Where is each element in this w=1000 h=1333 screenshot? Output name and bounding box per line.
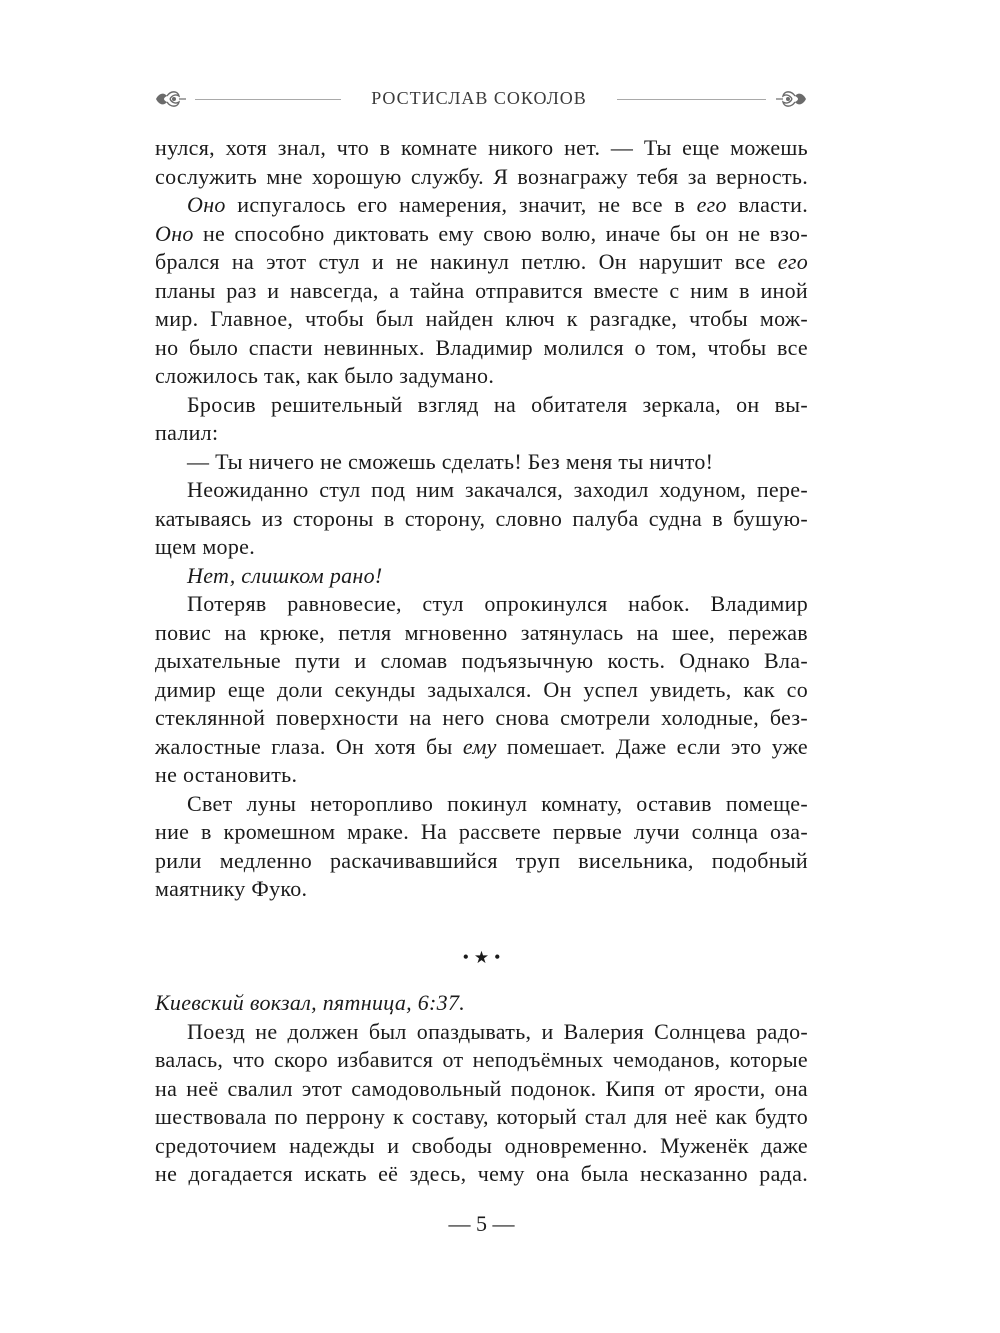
text-line: сослужить мне хорошую службу. Я вознагражу тебя за верность.	[155, 163, 808, 189]
text-segment: жалостные глаза. Он хотя бы	[155, 733, 463, 759]
page-number: — 5 —	[448, 1211, 515, 1236]
running-head: РОСТИСЛАВ СОКОЛОВ	[371, 88, 587, 108]
paragraph	[155, 790, 808, 904]
paragraph	[155, 134, 808, 191]
paragraph	[155, 191, 808, 391]
text-line: рили медленно раскачивавшийся труп висельника, подобный	[155, 847, 808, 873]
text-segment: брался на этот стул и не накинул петлю. Он нарушит все	[155, 249, 778, 274]
header-rule-right	[617, 99, 766, 100]
text-line: шествовала по перрону к составу, который стал для неё как будто	[155, 1104, 808, 1129]
section-break	[155, 943, 808, 971]
text-segment: испугалось его намерения, значит, не все в	[225, 192, 697, 217]
left-fleuron-icon	[154, 88, 188, 110]
italic-text: ему	[462, 733, 497, 759]
section-break-star-icon: ★	[473, 948, 490, 968]
text-line: на неё свалил этот самодовольный подонок. Кипя от ярости, она	[155, 1075, 808, 1101]
scene-text	[155, 989, 808, 1189]
scene-heading: Киевский вокзал, пятница, 6:37.	[155, 990, 466, 1015]
text-line: димир еще доли секунды задыхался. Он успел увидеть, как со	[155, 676, 808, 702]
text-line: валась, что скоро избавится от неподъёмных чемоданов, которые	[155, 1047, 808, 1072]
text-line: стеклянной поверхности на него снова смотрели холодные, без-	[155, 705, 808, 730]
paragraph	[155, 448, 808, 477]
text-line: средоточием надежды и свободы одновременно. Муженёк даже	[155, 1132, 808, 1158]
header-rule-left	[195, 99, 341, 100]
text-line	[155, 191, 808, 220]
text-line: — Ты ничего не сможешь сделать! Без меня ты ничто!	[187, 448, 714, 474]
text-line	[155, 220, 808, 249]
paragraph	[155, 391, 808, 448]
text-line: палил:	[155, 420, 219, 445]
text-line: мир. Главное, чтобы был найден ключ к разгадке, чтобы мож-	[155, 306, 808, 331]
italic-text: Оно	[187, 192, 226, 217]
paragraph	[155, 562, 808, 591]
italic-text: его	[777, 249, 808, 274]
paragraph	[155, 476, 808, 562]
text-line: планы раз и навсегда, а тайна отправится вместе с ним в иной	[155, 277, 808, 303]
text-line: не остановить.	[155, 762, 298, 787]
text-line: повис на крюке, петля мгновенно затянулась на шее, пережав	[155, 619, 808, 645]
text-line: Свет луны неторопливо покинул комнату, оставив помеще-	[187, 790, 808, 816]
text-line: катываясь из стороны в сторону, словно палуба судна в бушую-	[155, 505, 808, 531]
main-text	[155, 134, 808, 904]
section-break-dot: •	[494, 947, 501, 967]
text-segment: не способно диктовать ему свою волю, иначе бы он не взо-	[193, 220, 808, 246]
text-line: не догадается искать её здесь, чему она была несказанно рада.	[155, 1161, 808, 1186]
right-fleuron-icon	[774, 88, 808, 110]
text-line: маятнику Фуко.	[155, 876, 308, 901]
text-line: дыхательные пути и сломав подъязычную кость. Однако Вла-	[155, 648, 808, 673]
italic-text: Оно	[155, 220, 194, 246]
text-line: сложилось так, как было задумано.	[155, 363, 495, 388]
text-line: Потеряв равновесие, стул опрокинулся набок. Владимир	[187, 591, 808, 616]
text-line: Поезд не должен был опаздывать, и Валерия Солнцева радо-	[187, 1018, 808, 1044]
paragraph	[155, 1018, 808, 1189]
text-line: нулся, хотя знал, что в комнате никого нет. — Ты еще можешь	[155, 135, 808, 160]
text-line: но было спасти невинных. Владимир молился о том, чтобы все	[155, 334, 808, 360]
text-segment: помешает. Даже если это уже	[496, 733, 808, 759]
text-line	[155, 248, 808, 277]
section-break-dot: •	[462, 947, 469, 967]
text-line: Бросив решительный взгляд на обитателя зеркала, он вы-	[187, 391, 808, 417]
text-segment: власти.	[726, 192, 808, 217]
text-line: Неожиданно стул под ним закачался, заходил ходуном, пере-	[187, 477, 808, 502]
italic-text-line: Нет, слишком рано!	[187, 562, 383, 588]
text-line: щем море.	[155, 534, 256, 559]
italic-text: его	[696, 192, 727, 217]
paragraph	[155, 590, 808, 790]
text-line	[155, 733, 808, 762]
text-line: ние в кромешном мраке. На рассвете первые лучи солнца оза-	[155, 819, 808, 844]
